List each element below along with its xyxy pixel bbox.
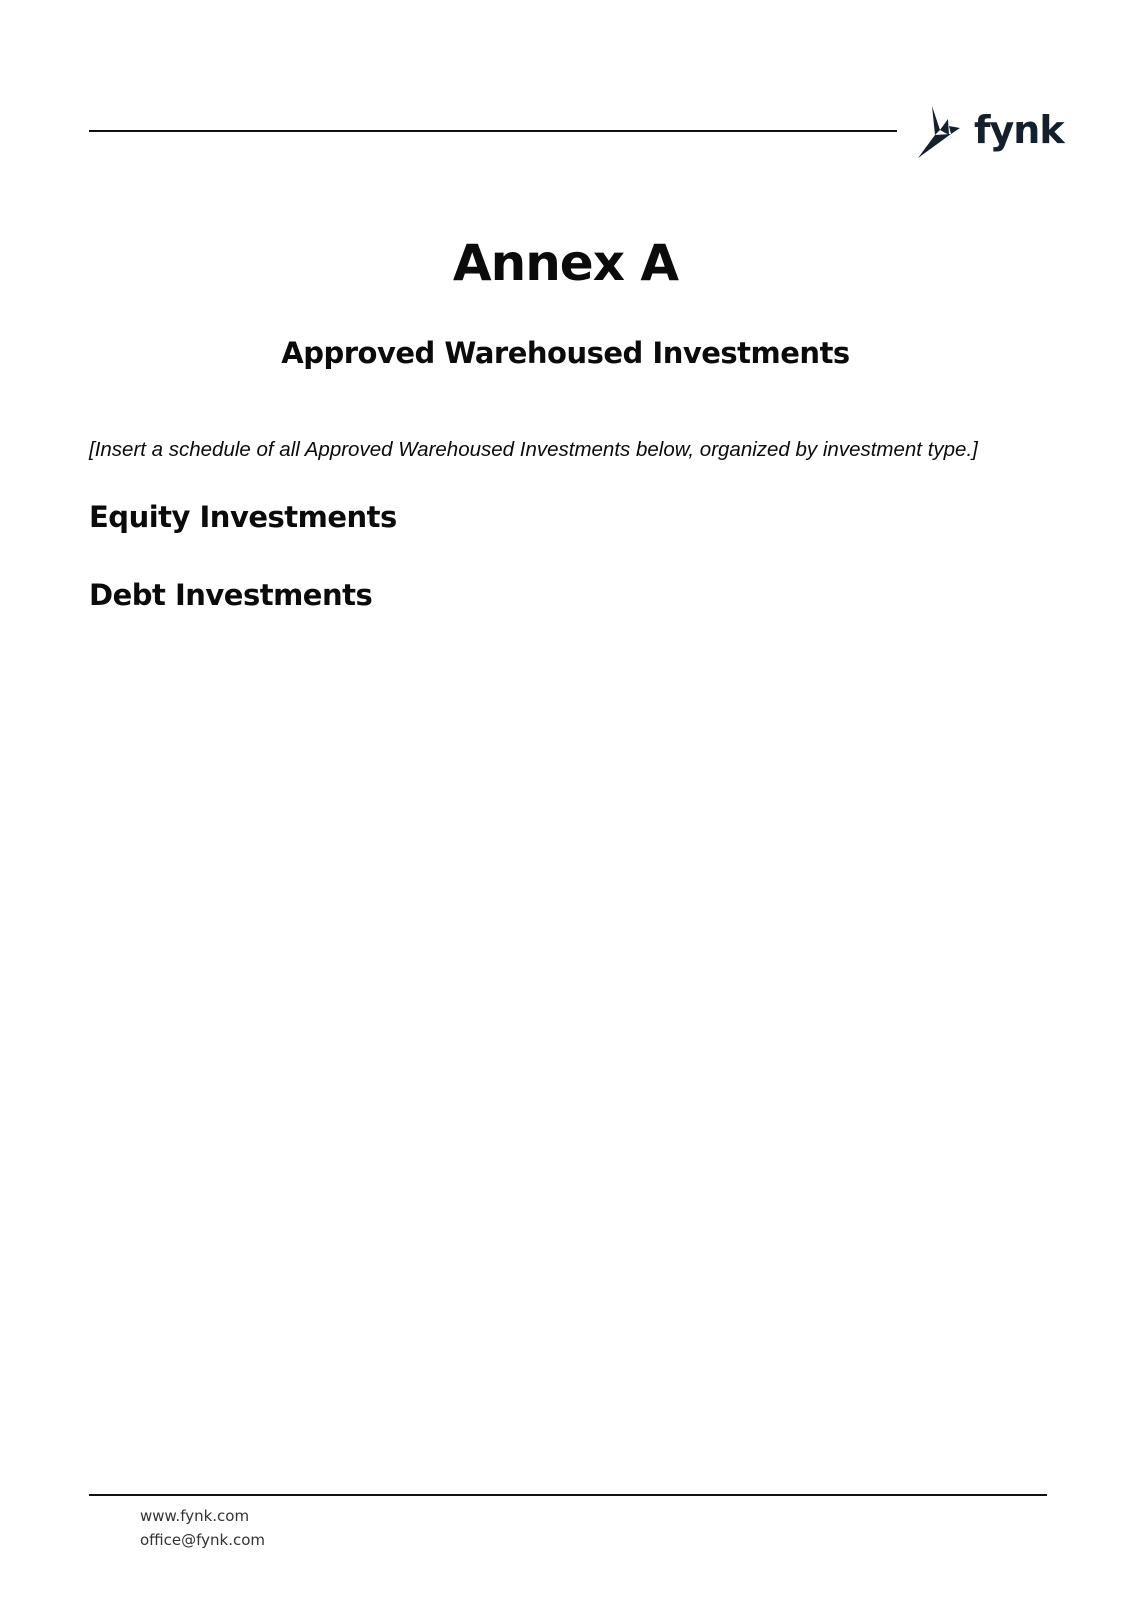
page-subtitle: Approved Warehoused Investments: [281, 336, 850, 370]
logo-wordmark: fynk: [974, 108, 1064, 152]
section-heading-equity: Equity Investments: [89, 500, 397, 534]
page-title: Annex A: [452, 234, 679, 292]
header-divider: [89, 130, 897, 132]
instruction-text: [Insert a schedule of all Approved Warehoused Investments below, organized by investment type.]: [89, 438, 978, 461]
bird-logo-icon: [918, 104, 974, 160]
footer-email: office@fynk.com: [140, 1531, 266, 1549]
section-heading-debt: Debt Investments: [89, 578, 373, 612]
brand-logo: [918, 104, 1064, 160]
footer-divider: [89, 1494, 1047, 1496]
footer-website: www.fynk.com: [140, 1507, 250, 1525]
